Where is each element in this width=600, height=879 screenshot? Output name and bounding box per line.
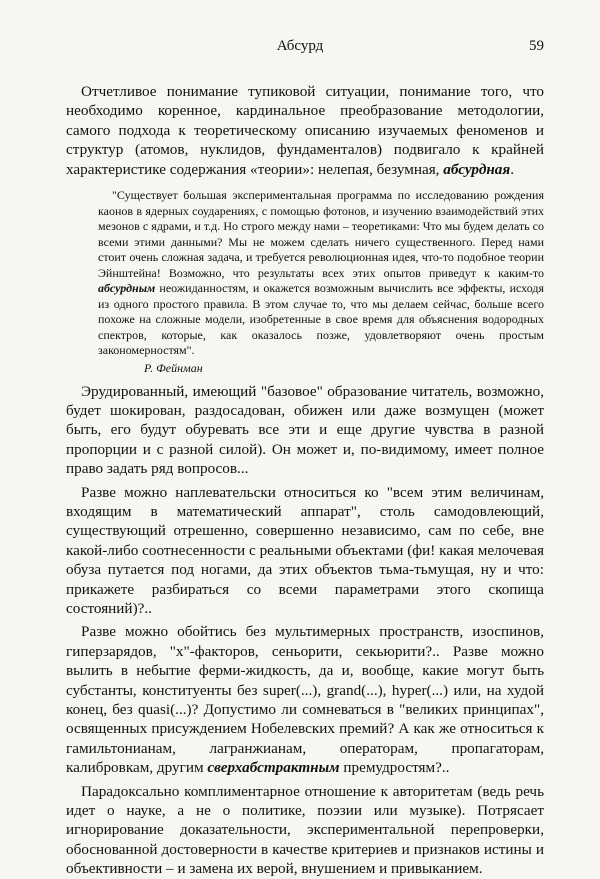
quote-part-2: неожиданностям, и окажется возможным вычислить все эффекты, исходя из одного простого правила. В этом случае то, что мы делаем сейчас, больше всего похоже на сложные модели, изобретенные в свое время для объяснения водородных спектров, которые, как оказалось позже, удовлетворяют очень простым закономерностям". <box>98 281 544 358</box>
paragraph-3-end: премудростям?.. <box>339 759 450 777</box>
page-body <box>66 82 544 879</box>
intro-text: Отчетливое понимание тупиковой ситуации, понимание того, что необходимо коренное, кардинальное преобразование методологии, самого подхода к теоретическому описанию изучаемых феноменов и структур (атомов, нуклидов, фундаменталов) подвигало к крайней характеристике содержания «теории»: нелепая, безумная, <box>66 83 544 178</box>
paragraph-2: Разве можно наплевательски относиться ко "всем этим величинам, входящим в математический аппарат", столь самодовлеющий, существующий отрешенно, совершенно независимо, сам по себе, вне какой-либо соотнесенности с реальными объектами (фи! какая мелочевая обуза путается под ногами, да этих объектов тьма-тьмущая, ну и что: прикажете разбираться со всеми параметрами этого скопища состояний)?.. <box>66 483 544 617</box>
running-title: Абсурд <box>276 38 324 54</box>
paragraph-1: Эрудированный, имеющий "базовое" образование читатель, возможно, будет шокирован, раздосадован, обижен или даже возмущен (может быть, его будут обуревать все эти и еще другие чувства в разной пропорции и с разной силой). Он может и, по-видимому, имеет полное право задать ряд вопросов... <box>66 382 544 478</box>
intro-emphasis: абсурдная <box>443 160 511 178</box>
paragraph-3-start: Разве можно обойтись без мультимерных пространств, изоспинов, гиперзарядов, "х"-факторов, сеньорити, секьюрити?.. Разве можно вылить в небытие ферми-жидкость, да и, вообще, какие могут быть субстанты, конституенты без super(...), grand(...), hyper(...) или, на худой конец, без quasi(...)? Допустимо ли сомневаться в "великих принципах", освященных присуждением Нобелевских премий? А как же относиться к гамильтонианам, лагранжианам, операторам, пропагаторам, калибровкам, другим <box>66 623 544 777</box>
paragraph-3 <box>66 622 544 777</box>
quote-author: Р. Фейнман <box>144 360 203 375</box>
quote-emphasis: абсурдным <box>98 281 156 296</box>
quote-part-1: "Существует большая экспериментальная программа по исследованию рождения каонов в ядерных соударениях, с помощью фотонов, и изучению взаимодействий этих мезонов с ядрами, и т.д. Но строго между нами – теоретиками: Что мы будем делать со всеми этими данными? Мы не можем сделать ничего существенного. Перед нами стоит очень сложная задача, и требуется революционная идея, что-то подобное теории Эйнштейна! Возможно, что результаты всех этих опытов приведут к каким-то <box>98 188 544 280</box>
intro-end: . <box>510 160 515 178</box>
page-number: 59 <box>529 38 544 54</box>
paragraph-3-emphasis: сверхабстрактным <box>207 759 340 777</box>
intro-paragraph <box>66 82 544 179</box>
page-header <box>0 38 600 58</box>
feynman-quote <box>98 188 544 359</box>
paragraph-4: Парадоксально комплиментарное отношение к авторитетам (ведь речь идет о науке, а не о политике, поэзии или музыке). Потрясает игнорирование доказательности, экспериментальной перепроверки, обоснованной достоверности в качестве критериев и признаков истины и объективности – и замена их верой, внушением и привыканием. <box>66 782 544 878</box>
